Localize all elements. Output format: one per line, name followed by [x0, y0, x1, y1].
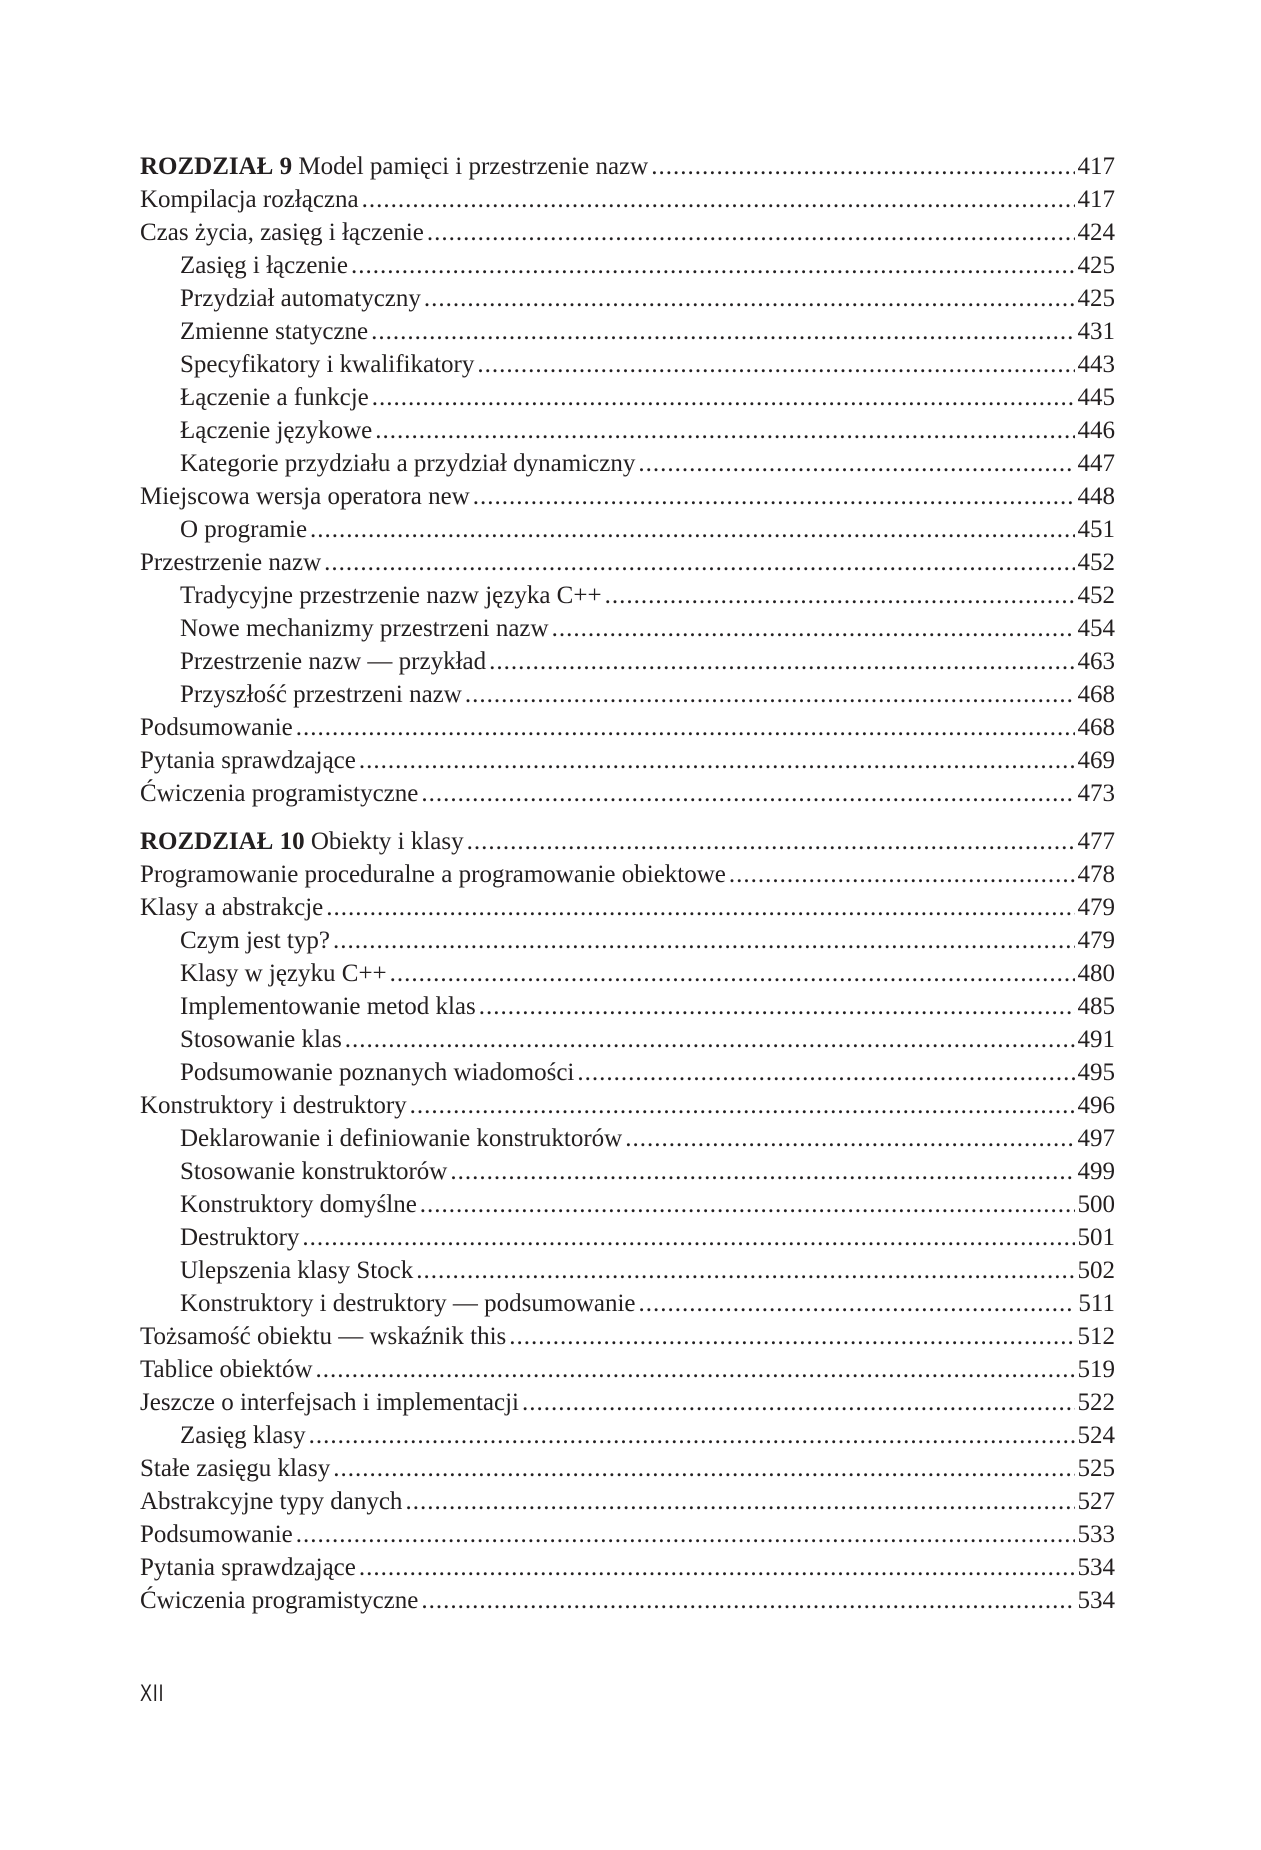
toc-entry[interactable] [140, 183, 1115, 216]
entry-title-text: Konstruktory domyślne [180, 1191, 417, 1218]
toc-entry[interactable] [140, 924, 1115, 957]
toc-page-number: 417 [1077, 153, 1115, 180]
toc-page-number: 519 [1077, 1356, 1115, 1383]
toc-entry-title [140, 381, 369, 414]
dot-leader [296, 1518, 1075, 1551]
toc-entry-title [140, 1287, 636, 1320]
toc-entry-title [140, 1485, 402, 1518]
entry-title-text: Pytania sprawdzające [140, 747, 356, 774]
entry-title-text: Ćwiczenia programistyczne [140, 780, 419, 807]
dot-leader [450, 1155, 1074, 1188]
toc-page-number: 533 [1077, 1521, 1115, 1548]
toc-page-number: 477 [1077, 828, 1115, 855]
toc-entry[interactable] [140, 315, 1115, 348]
toc-entry-title [140, 282, 421, 315]
dot-leader [577, 1056, 1074, 1089]
toc-page-number: 522 [1077, 1389, 1115, 1416]
toc-entry-title [140, 216, 424, 249]
toc-page-number: 500 [1077, 1191, 1115, 1218]
toc-page-number: 425 [1077, 285, 1115, 312]
entry-title-text: Kompilacja rozłączna [140, 186, 359, 213]
toc-entry[interactable] [140, 777, 1115, 810]
toc-entry[interactable] [140, 957, 1115, 990]
dot-leader [371, 315, 1074, 348]
toc-page-number: 425 [1077, 252, 1115, 279]
toc-entry-title [140, 1551, 356, 1584]
toc-entry[interactable] [140, 990, 1115, 1023]
dot-leader [467, 825, 1075, 858]
toc-entry-title [140, 744, 356, 777]
dot-leader [729, 858, 1075, 891]
entry-title-text: Specyfikatory i kwalifikatory [180, 351, 475, 378]
toc-entry-title [140, 1518, 293, 1551]
entry-title-text: Stosowanie konstruktorów [180, 1158, 448, 1185]
dot-leader [296, 711, 1075, 744]
toc-entry[interactable] [140, 891, 1115, 924]
entry-title-text: Ulepszenia klasy Stock [180, 1257, 414, 1284]
toc-entry-title [140, 1089, 407, 1122]
toc-page-number: 480 [1077, 960, 1115, 987]
entry-title-text: Podsumowanie [140, 1521, 293, 1548]
dot-leader [324, 546, 1074, 579]
entry-title-text: Przydział automatyczny [180, 285, 421, 312]
toc-entry[interactable] [140, 1287, 1115, 1320]
toc-entry[interactable] [140, 645, 1115, 678]
dot-leader [651, 150, 1074, 183]
dot-leader [465, 678, 1075, 711]
toc-page-number: 479 [1077, 927, 1115, 954]
toc-entry[interactable] [140, 1188, 1115, 1221]
toc-page-number: 491 [1077, 1026, 1115, 1053]
chapter-label: ROZDZIAŁ 9 [140, 153, 293, 180]
dot-leader [416, 1254, 1074, 1287]
toc-entry-title [140, 645, 486, 678]
dot-leader [316, 1353, 1075, 1386]
entry-title-text: Ćwiczenia programistyczne [140, 1587, 419, 1614]
toc-entry[interactable] [140, 1320, 1115, 1353]
entry-title-text: Model pamięci i przestrzenie nazw [292, 153, 649, 180]
toc-page-number: 524 [1077, 1422, 1115, 1449]
toc-entry-title [140, 678, 462, 711]
entry-title-text: Podsumowanie [140, 714, 293, 741]
toc-page-number: 424 [1077, 219, 1115, 246]
toc-entry[interactable] [140, 1023, 1115, 1056]
toc-entry-title [140, 183, 359, 216]
entry-title-text: Konstruktory i destruktory [140, 1092, 407, 1119]
entry-title-text: Jeszcze o interfejsach i implementacji [140, 1389, 519, 1416]
table-of-contents [140, 150, 1115, 1617]
dot-leader [326, 891, 1074, 924]
toc-page-number: 525 [1077, 1455, 1115, 1482]
toc-page-number: 512 [1077, 1323, 1115, 1350]
toc-page-number: 417 [1077, 186, 1115, 213]
toc-entry-title [140, 858, 726, 891]
dot-leader [420, 1188, 1075, 1221]
dot-leader [310, 513, 1074, 546]
toc-entry[interactable] [140, 249, 1115, 282]
toc-entry-title [140, 1419, 306, 1452]
toc-page-number: 496 [1077, 1092, 1115, 1119]
toc-entry-title [140, 990, 476, 1023]
toc-entry[interactable] [140, 414, 1115, 447]
entry-title-text: Destruktory [180, 1224, 300, 1251]
entry-title-text: Konstruktory i destruktory — podsumowanie [180, 1290, 636, 1317]
entry-title-text: Zasięg klasy [180, 1422, 306, 1449]
toc-entry-title [140, 1155, 447, 1188]
entry-title-text: Kategorie przydziału a przydział dynamiczny [180, 450, 636, 477]
toc-entry[interactable] [140, 579, 1115, 612]
toc-entry[interactable] [140, 1551, 1115, 1584]
entry-title-text: Stałe zasięgu klasy [140, 1455, 331, 1482]
dot-leader [605, 579, 1075, 612]
toc-entry[interactable] [140, 612, 1115, 645]
toc-entry[interactable] [140, 282, 1115, 315]
toc-entry-title [140, 1452, 330, 1485]
entry-title-text: Obiekty i klasy [304, 828, 464, 855]
entry-title-text: O programie [180, 516, 308, 543]
toc-entry[interactable] [140, 1518, 1115, 1551]
toc-page-number: 468 [1077, 714, 1115, 741]
entry-title-text: Tablice obiektów [140, 1356, 313, 1383]
dot-leader [405, 1485, 1074, 1518]
entry-title-text: Stosowanie klas [180, 1026, 342, 1053]
dot-leader [477, 348, 1074, 381]
toc-page-number: 447 [1077, 450, 1115, 477]
toc-page-number: 454 [1077, 615, 1115, 642]
toc-page-number: 473 [1077, 780, 1115, 807]
dot-leader [372, 381, 1075, 414]
dot-leader [522, 1386, 1075, 1419]
toc-entry-title [140, 414, 372, 447]
toc-entry[interactable] [140, 1122, 1115, 1155]
toc-entry-title [140, 777, 418, 810]
toc-page-number: 501 [1077, 1224, 1115, 1251]
toc-entry-title [140, 1320, 506, 1353]
entry-title-text: Przyszłość przestrzeni nazw [180, 681, 462, 708]
dot-leader [638, 447, 1074, 480]
toc-entry[interactable] [140, 348, 1115, 381]
dot-leader [333, 1452, 1074, 1485]
toc-entry-title [140, 1386, 519, 1419]
toc-entry[interactable] [140, 1221, 1115, 1254]
toc-entry-title [140, 249, 348, 282]
toc-page-number: 469 [1077, 747, 1115, 774]
toc-page-number: 478 [1077, 861, 1115, 888]
entry-title-text: Czym jest typ? [180, 927, 330, 954]
toc-entry-title [140, 513, 307, 546]
toc-entry-title [140, 1584, 418, 1617]
toc-page-number: 479 [1077, 894, 1115, 921]
toc-entry[interactable] [140, 744, 1115, 777]
dot-leader [552, 612, 1075, 645]
toc-entry[interactable] [140, 216, 1115, 249]
dot-leader [489, 645, 1074, 678]
toc-entry-title [140, 480, 470, 513]
toc-entry-title [140, 957, 387, 990]
dot-leader [424, 282, 1075, 315]
dot-leader [479, 990, 1075, 1023]
toc-page-number: 448 [1077, 483, 1115, 510]
toc-page-number: 534 [1077, 1587, 1115, 1614]
entry-title-text: Nowe mechanizmy przestrzeni nazw [180, 615, 549, 642]
toc-entry-title [140, 825, 464, 858]
toc-entry-title [140, 546, 321, 579]
toc-page-number: 511 [1078, 1290, 1115, 1317]
dot-leader [359, 744, 1075, 777]
toc-entry[interactable] [140, 858, 1115, 891]
entry-title-text: Podsumowanie poznanych wiadomości [180, 1059, 575, 1086]
toc-page-number: 443 [1077, 351, 1115, 378]
dot-leader [359, 1551, 1075, 1584]
dot-leader [345, 1023, 1075, 1056]
entry-title-text: Przestrzenie nazw [140, 549, 322, 576]
toc-page-number: 463 [1077, 648, 1115, 675]
chapter-label: ROZDZIAŁ 10 [140, 828, 305, 855]
toc-entry[interactable] [140, 1254, 1115, 1287]
entry-title-text: Deklarowanie i definiowanie konstruktorów [180, 1125, 623, 1152]
toc-entry[interactable] [140, 1584, 1115, 1617]
dot-leader [362, 183, 1075, 216]
dot-leader [639, 1287, 1076, 1320]
toc-entry[interactable] [140, 1485, 1115, 1518]
dot-leader [410, 1089, 1075, 1122]
entry-title-text: Czas życia, zasięg i łączenie [140, 219, 424, 246]
toc-entry-title [140, 891, 323, 924]
entry-title-text: Pytania sprawdzające [140, 1554, 356, 1581]
toc-entry[interactable] [140, 1155, 1115, 1188]
toc-chapter-entry[interactable] [140, 825, 1115, 858]
toc-page-number: 485 [1077, 993, 1115, 1020]
dot-leader [421, 777, 1074, 810]
toc-entry-title [140, 447, 635, 480]
entry-title-text: Przestrzenie nazw — przykład [180, 648, 487, 675]
entry-title-text: Zasięg i łączenie [180, 252, 348, 279]
toc-entry-title [140, 612, 549, 645]
entry-title-text: Klasy w języku C++ [180, 960, 387, 987]
toc-entry-title [140, 711, 293, 744]
toc-page-number: 497 [1077, 1125, 1115, 1152]
page-number: XII [140, 1680, 165, 1707]
toc-entry[interactable] [140, 678, 1115, 711]
entry-title-text: Łączenie językowe [180, 417, 373, 444]
toc-entry[interactable] [140, 480, 1115, 513]
toc-page-number: 499 [1077, 1158, 1115, 1185]
toc-entry[interactable] [140, 546, 1115, 579]
toc-entry-title [140, 1353, 313, 1386]
toc-page-number: 502 [1077, 1257, 1115, 1284]
toc-entry[interactable] [140, 513, 1115, 546]
entry-title-text: Łączenie a funkcje [180, 384, 369, 411]
entry-title-text: Implementowanie metod klas [180, 993, 476, 1020]
dot-leader [351, 249, 1075, 282]
toc-entry-title [140, 315, 368, 348]
toc-entry-title [140, 1254, 413, 1287]
toc-entry[interactable] [140, 1089, 1115, 1122]
toc-entry-title [140, 579, 602, 612]
dot-leader [509, 1320, 1074, 1353]
toc-page-number: 445 [1077, 384, 1115, 411]
dot-leader [421, 1584, 1074, 1617]
entry-title-text: Zmienne statyczne [180, 318, 369, 345]
toc-page-number: 452 [1077, 549, 1115, 576]
toc-entry-title [140, 924, 330, 957]
toc-page-number: 431 [1077, 318, 1115, 345]
dot-leader [473, 480, 1075, 513]
toc-page-number: 495 [1077, 1059, 1115, 1086]
entry-title-text: Tożsamość obiektu — wskaźnik this [140, 1323, 507, 1350]
entry-title-text: Klasy a abstrakcje [140, 894, 324, 921]
toc-entry[interactable] [140, 711, 1115, 744]
toc-entry[interactable] [140, 381, 1115, 414]
dot-leader [427, 216, 1075, 249]
toc-entry-title [140, 1188, 417, 1221]
toc-chapter-entry[interactable] [140, 150, 1115, 183]
toc-entry[interactable] [140, 1353, 1115, 1386]
entry-title-text: Programowanie proceduralne a programowanie obiektowe [140, 861, 726, 888]
entry-title-text: Miejscowa wersja operatora new [140, 483, 470, 510]
dot-leader [302, 1221, 1074, 1254]
toc-entry[interactable] [140, 1386, 1115, 1419]
toc-entry-title [140, 1023, 342, 1056]
toc-entry[interactable] [140, 1056, 1115, 1089]
entry-title-text: Abstrakcyjne typy danych [140, 1488, 403, 1515]
toc-entry-title [140, 1221, 299, 1254]
toc-entry[interactable] [140, 447, 1115, 480]
toc-page-number: 468 [1077, 681, 1115, 708]
toc-entry[interactable] [140, 1452, 1115, 1485]
toc-entry[interactable] [140, 1419, 1115, 1452]
toc-page-number: 446 [1077, 417, 1115, 444]
toc-page-number: 451 [1077, 516, 1115, 543]
dot-leader [375, 414, 1074, 447]
toc-page-number: 527 [1077, 1488, 1115, 1515]
toc-entry-title [140, 348, 474, 381]
entry-title-text: Tradycyjne przestrzenie nazw języka C++ [180, 582, 602, 609]
toc-page-number: 534 [1077, 1554, 1115, 1581]
dot-leader [390, 957, 1075, 990]
dot-leader [309, 1419, 1075, 1452]
dot-leader [625, 1122, 1074, 1155]
dot-leader [333, 924, 1075, 957]
toc-entry-title [140, 1122, 622, 1155]
toc-entry-title [140, 150, 648, 183]
toc-entry-title [140, 1056, 574, 1089]
toc-page-number: 452 [1077, 582, 1115, 609]
